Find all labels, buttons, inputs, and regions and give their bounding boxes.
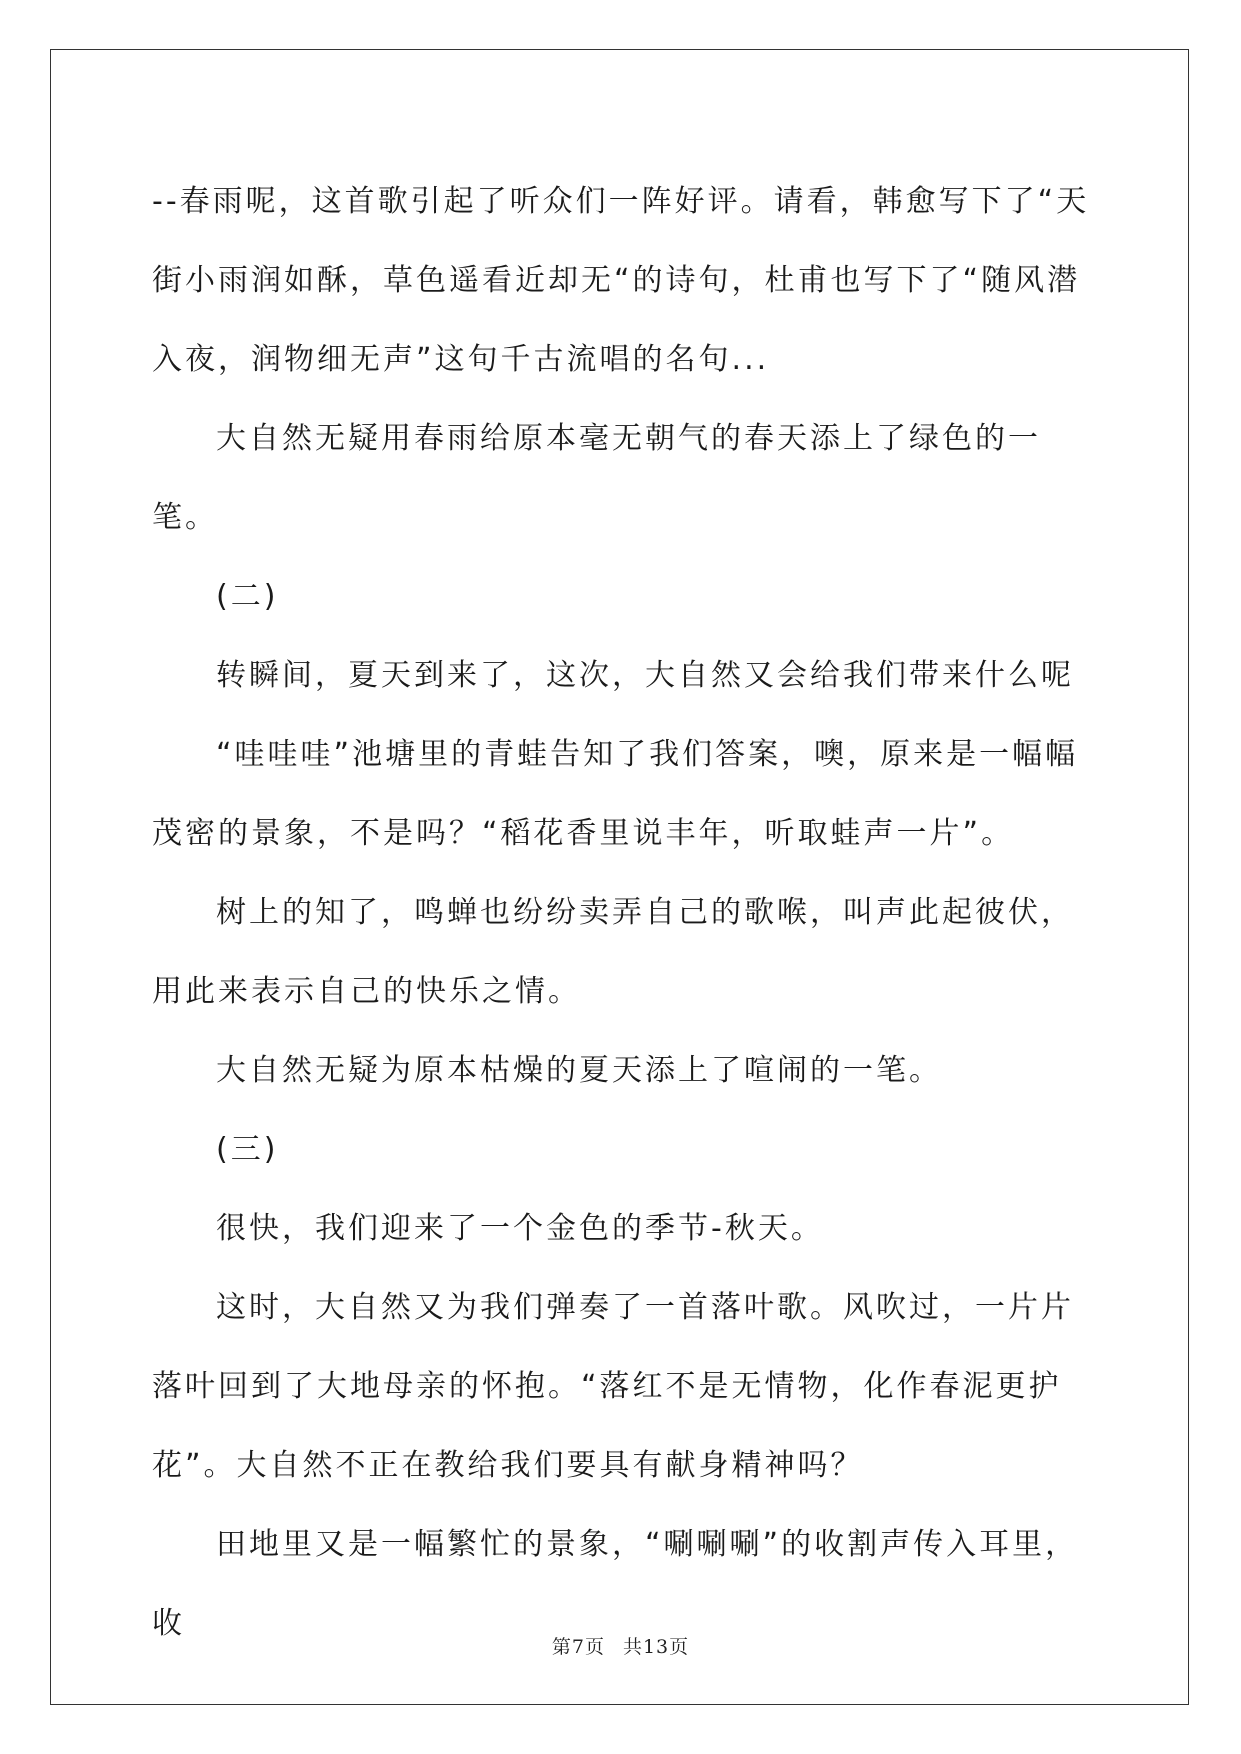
paragraph-1: --春雨呢，这首歌引起了听众们一阵好评。请看，韩愈写下了“天街小雨润如酥，草色遥看近却无“的诗句，杜甫也写下了“随风潜入夜，润物细无声”这句千古流唱的名句... <box>152 184 1090 377</box>
page-total: 共13页 <box>622 1636 690 1658</box>
section-heading-3: (三) <box>216 1132 279 1167</box>
paragraph-3: 转瞬间，夏天到来了，这次，大自然又会给我们带来什么呢 <box>216 658 1074 693</box>
document-body <box>152 162 1092 1663</box>
page-number: 第7页 <box>551 1636 605 1658</box>
paragraph-2: 大自然无疑用春雨给原本毫无朝气的春天添上了绿色的一笔。 <box>152 421 1041 535</box>
paragraph-8: 这时，大自然又为我们弹奏了一首落叶歌。风吹过，一片片落叶回到了大地母亲的怀抱。“落红不是无情物，化作春泥更护花”。大自然不正在教给我们要具有献身精神吗？ <box>152 1290 1074 1483</box>
paragraph-9: 田地里又是一幅繁忙的景象，“唰唰唰”的收割声传入耳里，收 <box>152 1527 1079 1641</box>
paragraph-4: “哇哇哇”池塘里的青蛙告知了我们答案，噢，原来是一幅幅茂密的景象，不是吗？“稻花香里说丰年，听取蛙声一片”。 <box>152 737 1079 851</box>
page-footer <box>0 1632 1241 1659</box>
section-heading-2: (二) <box>216 579 279 614</box>
paragraph-5: 树上的知了，鸣蝉也纷纷卖弄自己的歌喉，叫声此起彼伏，用此来表示自己的快乐之情。 <box>152 895 1074 1009</box>
paragraph-7: 很快，我们迎来了一个金色的季节-秋天。 <box>216 1211 824 1246</box>
paragraph-6: 大自然无疑为原本枯燥的夏天添上了喧闹的一笔。 <box>216 1053 942 1088</box>
